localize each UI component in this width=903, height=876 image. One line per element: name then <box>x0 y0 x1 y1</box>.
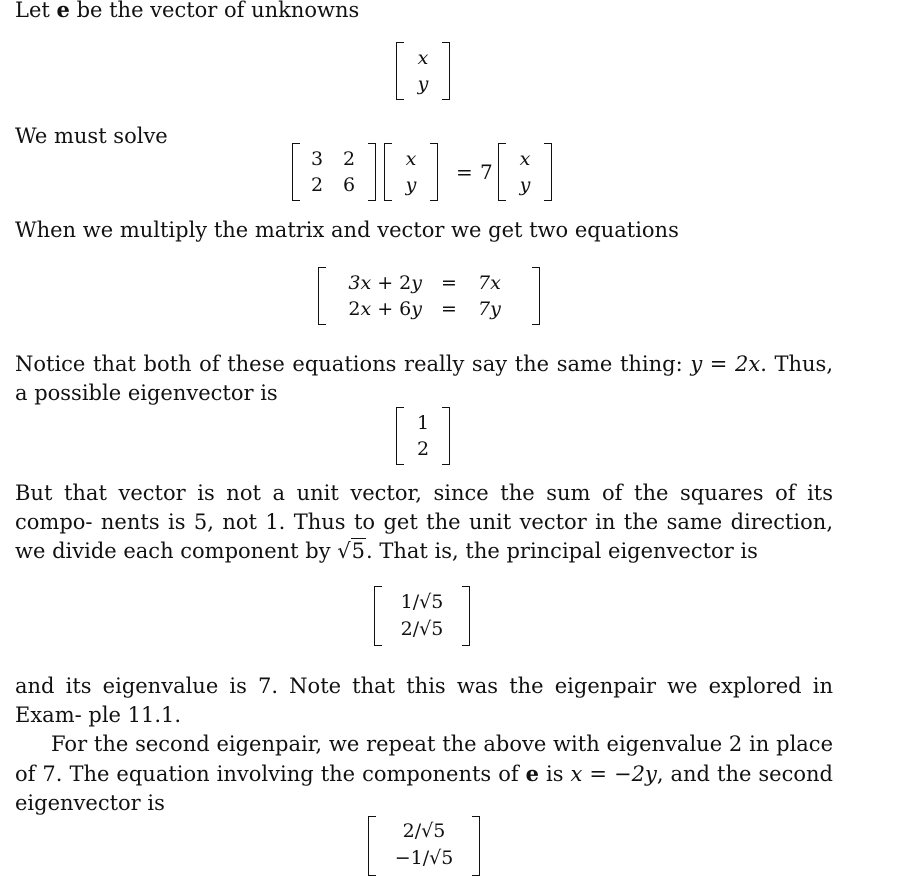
vector-unknowns-y: y <box>417 73 429 95</box>
text-multiply: When we multiply the matrix and vector we get two equations <box>15 218 679 242</box>
text-eigenvalue: and its eigenvalue is 7. Note that this was the eigenpair we explored in Exam- ple 11.1. <box>15 674 833 727</box>
paragraph-intro <box>15 0 833 25</box>
eigenvalue-seven: 7 <box>480 160 493 184</box>
vector-unknowns <box>396 42 450 100</box>
matrix-cell-1-1: 6 <box>342 174 356 196</box>
text-unit-b: . That is, the principal eigenvector is <box>366 539 758 563</box>
possible-eigenvector-1: 1 <box>416 412 430 434</box>
paragraph-eigenvalue <box>15 672 833 730</box>
vector-e-symbol-2: e <box>525 761 540 786</box>
sqrt-five-radicand: 5 <box>351 539 366 563</box>
vector-xy-right <box>498 143 552 201</box>
text-unit-a: But that vector is not a unit vector, since the sum of the squares of its compo- nents is 5, not 1. Thus to get the unit vector in the same direction, we divide each component by <box>15 481 833 563</box>
vector-xy-right-y: y <box>519 174 531 196</box>
paragraph-second <box>15 730 833 818</box>
paragraph-unit <box>15 479 833 566</box>
vector-xy-left-y: y <box>405 174 417 196</box>
vector-unknowns-x: x <box>417 47 429 69</box>
text-notice-b: . Thus, a possible eigenvector is <box>15 352 833 405</box>
sqrt-five: √5 <box>337 539 366 563</box>
text-notice-a: Notice that both of these equations really say the same thing: <box>15 352 683 376</box>
second-eigenvector-2: −1/√5 <box>394 847 454 869</box>
text-we-must-solve: We must solve <box>15 124 168 148</box>
text-be-the-vector: be the vector of unknowns <box>76 0 360 22</box>
vector-e-symbol: e <box>56 0 70 22</box>
matrix-cell-0-0: 3 <box>310 148 324 170</box>
matrix-cell-1-0: 2 <box>310 174 324 196</box>
principal-eigenvector-2: 2/√5 <box>400 618 444 640</box>
second-eigenvector-1: 2/√5 <box>402 820 446 842</box>
vector-possible-eigenvector <box>396 407 450 465</box>
text-notice-equation: y = 2x <box>690 352 761 376</box>
vector-xy-left <box>384 143 438 201</box>
vector-principal-eigenvector <box>374 586 470 646</box>
text-second-a: For the second eigenpair, we repeat the above with eigenvalue 2 in place of 7. The equation involving the components of <box>15 732 833 786</box>
equation-system <box>318 267 540 325</box>
equation-2-rel: = <box>441 298 457 320</box>
equation-1-rhs: 7x <box>478 272 501 294</box>
possible-eigenvector-2: 2 <box>416 438 430 460</box>
text-let: Let <box>15 0 50 22</box>
matrix-cell-0-1: 2 <box>342 148 356 170</box>
text-second-b: is <box>546 762 564 786</box>
principal-eigenvector-1: 1/√5 <box>400 591 444 613</box>
equation-2-rhs: 7y <box>478 298 501 320</box>
text-second-equation: x = −2y <box>570 762 657 786</box>
text-second-c: , and the second eigenvector is <box>15 762 833 815</box>
paragraph-multiply <box>15 216 833 245</box>
equation-2-lhs: 2x + 6y <box>348 298 422 320</box>
equation-1-lhs: 3x + 2y <box>348 272 422 294</box>
matrix-a <box>292 143 376 201</box>
equals-sign: = <box>456 160 473 184</box>
vector-xy-right-x: x <box>519 148 531 170</box>
vector-xy-left-x: x <box>405 148 417 170</box>
equation-1-rel: = <box>441 272 457 294</box>
paragraph-notice <box>15 350 833 408</box>
vector-second-eigenvector <box>368 816 480 876</box>
